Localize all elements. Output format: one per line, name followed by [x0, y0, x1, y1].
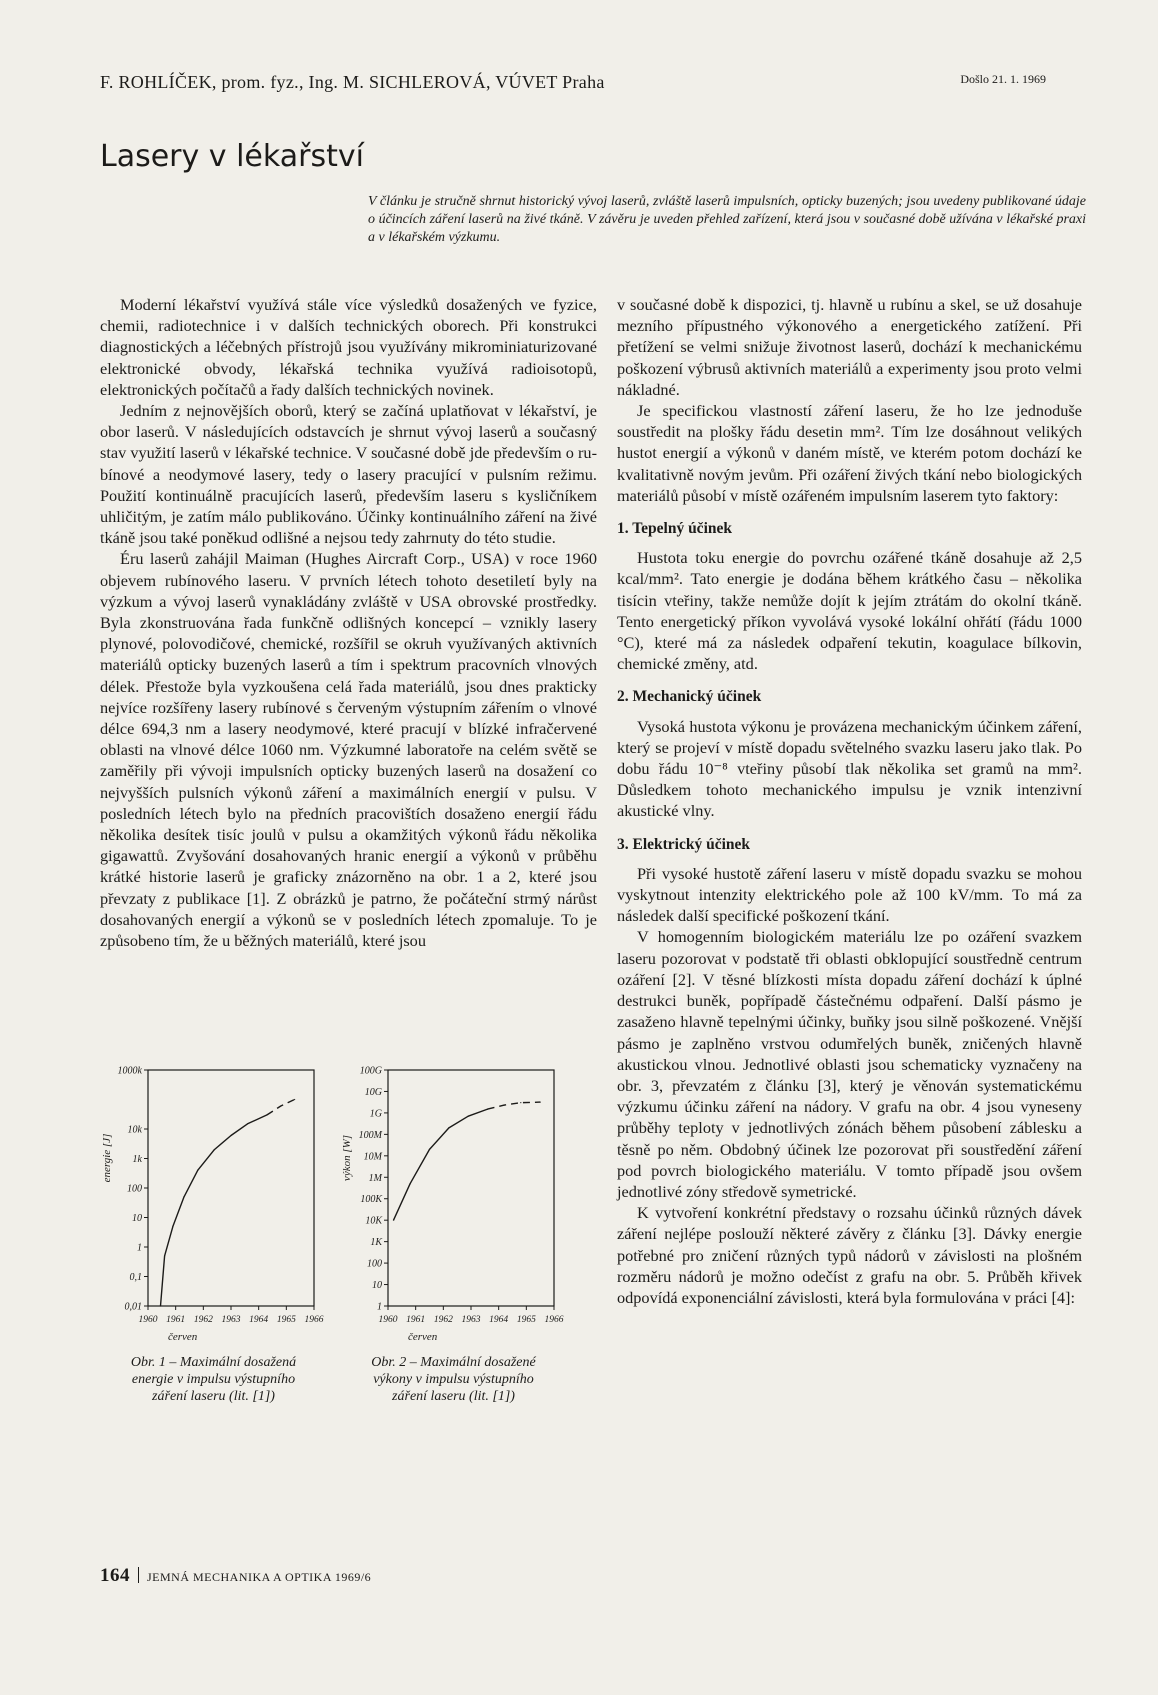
y-tick-label: 10k — [127, 1124, 142, 1136]
received-date: Došlo 21. 1. 1969 — [960, 72, 1046, 86]
extrapolated-series-line — [267, 1100, 295, 1115]
y-tick-label: 1k — [132, 1154, 142, 1165]
data-point — [280, 1105, 281, 1106]
x-tick-label: 1960 — [378, 1315, 398, 1325]
data-point — [197, 1170, 198, 1171]
plot-frame — [388, 1070, 554, 1306]
data-point — [468, 1116, 469, 1117]
data-point — [172, 1226, 173, 1227]
paragraph: V homogenním biologickém materiálu lze po ozáření svazkem laseru pozorovat v podstatě tři oblasti obklopující soustředně centrum ozáření [2]. V těsné blízkosti místa dopadu záření dochází k úplné destrukci buněk, popřípadě částečnému odpaření. Další pásmo je zasaženo hlavně tepelnými účinky, buňky jsou silně poškozené. Vnější pásmo je zaplněno vrstvou odumřelých buněk, zničených hlavně akustickou vlnou. Jednotlivé oblasti jsou schematicky vyznačeny na obr. 3, převzatém z článku [3], který je věnován systematickému výzkumu účinku záření na nádory. V grafu na obr. 4 jsou vyneseny průběhy teploty v jednotlivých zónách během působení záblesku a těsně po něm. Obdobný účinek lze pozorovat při soustředění záření pod povrch biologického materiálu. V tomto případě jsou ovšem jednotlivé zóny středově symetrické. — [617, 927, 1082, 1201]
section-heading: 1. Tepelný účinek — [617, 520, 732, 538]
x-tick-label: 1964 — [489, 1315, 509, 1325]
paragraph: v současné době k dispozici, tj. hlavně u rubínu a skel, se už dosahuje mezního přípustného výkonového a energetického zatížení. Při přetížení se velmi snižuje životnost laserů, dochází k mechanickému poškození výbrusů aktivních materiálů a experimenty jsou proto velmi nákladné. — [617, 295, 1082, 399]
x-tick-label: 1960 — [138, 1315, 158, 1325]
data-point — [429, 1149, 430, 1150]
authors: F. ROHLÍČEK, prom. fyz., Ing. M. SICHLEROVÁ, VÚVET Praha — [100, 72, 605, 92]
y-tick-label: 10G — [364, 1086, 382, 1098]
x-tick-label: 1965 — [276, 1315, 296, 1325]
y-tick-label: 100G — [359, 1065, 382, 1077]
section-heading: 3. Elektrický účinek — [617, 835, 751, 853]
paragraph: Éru laserů zahájil Maiman (Hughes Aircraft Corp., USA) v roce 1960 objevem rubínového laseru. V prvních létech tohoto desetiletí byly na výzkum a vývoj laserů vynakládány zvláště v USA obrovské prostředky. Byla zkonstruována řada funkčně odlišných koncepcí – vznikly lasery plynové, polovodičové, chemické, rozšířil se okruh využívaných aktivních materiálů opticky buzených laserů a tím i spektrum pracovních vlnových délek. Přestože byla vyzkoušena celá řada materiálů, jsou dnes prakticky nejvíce rozšířeny lasery rubínové s červeným výstupním zářením o vlnové délce 694,3 nm a lasery neodymové, které pracují v blízké infračervené oblasti na vlnové délce 1060 nm. Výzkumné laboratoře na celém světě se zaměřily při vývoji impulsních opticky buzených laserů na dosažení co nejvyšších pulsních výkonů záření a maximálních energií v pulsu. V posledních létech bylo na předních pracovištích dosaženo energií řádu několika desítek tisíc joulů v pulsu a okamžitých výkonů řádu několika gigawattů. Zvyšování dosahovaných hranic energií a výkonů v průběhu krátké historie laserů je graficky znázorněno na obr. 1 a 2, které jsou převzaty z publikace [1]. Z obrázků je patrno, že počáteční strmý nárůst dosahovaných energií a výkonů se v posledních létech zpomaluje. To je způsobeno tím, že u běžných materiálů, které jsou — [100, 549, 597, 951]
energy-chart — [96, 1048, 331, 1348]
power-chart — [336, 1048, 571, 1348]
data-point — [520, 1102, 521, 1103]
paragraph: Hustota toku energie do povrchu ozářené tkáně dosahuje až 2,5 kcal/mm². Tato energie je dodána během krátkého času – několika tisícin vteřiny, takže nemůže dojít k jejím ztrátám do okolní tkáně. Tento energetický příkon vyvolává vysoké lokální ohřátí (řádu 1000 °C), které má za následek odpaření tekutin, koagulace bílkovin, chemické změny, atd. — [617, 548, 1082, 674]
data-point — [540, 1101, 541, 1102]
x-axis-label: červen — [168, 1331, 198, 1343]
x-tick-label: 1962 — [193, 1315, 213, 1325]
series-line — [161, 1115, 268, 1306]
data-point — [448, 1127, 449, 1128]
caption-line: výkony v impulsu výstupního — [373, 1372, 534, 1387]
y-tick-label: 1 — [377, 1301, 382, 1313]
y-tick-label: 100 — [367, 1258, 382, 1270]
data-point — [230, 1135, 231, 1136]
x-axis-label: červen — [408, 1331, 438, 1343]
y-tick-label: 100M — [358, 1129, 382, 1141]
y-tick-label: 100 — [127, 1183, 142, 1195]
data-point — [393, 1220, 394, 1221]
y-tick-label: 10K — [365, 1215, 382, 1227]
data-point — [164, 1255, 165, 1256]
page-footer — [100, 1565, 371, 1587]
y-tick-label: 1G — [369, 1108, 382, 1120]
y-axis-label: energie [J] — [101, 1133, 113, 1183]
article-title: Lasery v lékařství — [100, 139, 364, 175]
y-tick-label: 1 — [137, 1242, 142, 1254]
data-point — [294, 1099, 295, 1100]
y-tick-label: 10M — [363, 1151, 382, 1163]
paragraph: Vysoká hustota výkonu je provázena mechanickým účinkem záření, který se projeví v místě dopadu světelného svazku laseru jako tlak. Po dobu řádu 10⁻⁸ vteřiny působí tlak několika set gramů na mm². Důsledkem tohoto mechanického impulsu je vznik intenzivní akustické vlny. — [617, 716, 1082, 821]
y-tick-label: 1000k — [117, 1065, 142, 1077]
y-tick-label: 100K — [360, 1194, 382, 1206]
caption-line: Obr. 1 – Maximální dosažená — [130, 1355, 297, 1370]
caption-line: záření laseru (lit. [1]) — [392, 1389, 515, 1404]
x-tick-label: 1964 — [249, 1315, 269, 1325]
data-point — [214, 1149, 215, 1150]
data-point — [410, 1183, 411, 1184]
y-tick-label: 0,01 — [124, 1301, 142, 1313]
y-tick-label: 10 — [132, 1213, 142, 1224]
section-heading: 2. Mechanický účinek — [617, 688, 762, 706]
data-point — [247, 1123, 248, 1124]
x-tick-label: 1963 — [461, 1315, 481, 1325]
abstract: V článku je stručně shrnut historický vývoj laserů, zvláště laserů impulsních, opticky buzených; jsou uvedeny publikované údaje o účincích záření laserů na živé tkáně. V závěru je uveden přehled zařízení, která jsou v současné době užívána v lékařské praxi a v lékařském výzkumu. — [368, 194, 1086, 245]
paragraph: Je specifickou vlastností záření laseru, že ho lze jednoduše soustředit na plošky řádu desetin mm². Tím lze dosáhnout velikých hustot energií a výkonů v daném místě, ve kterém potom dochází ke kvalitativně novým jevům. Při ozáření živých tkání nebo biologických materiálů působí v místě ozářeném impulsním laserem tyto faktory: — [617, 401, 1082, 505]
paragraph: Moderní lékařství využívá stále více výsledků dosažených ve fyzice, chemii, radiotechnice i v dalších technických oborech. Při konstrukci diagnostických a léčebných přístrojů jsou využívány mikrominiaturizované elektronické obvody, lékařská technika využívá radioisotopů, elektronických počítačů a řady dalších technických novinek. — [100, 295, 597, 399]
figure-1 — [96, 1048, 331, 1405]
x-tick-label: 1961 — [406, 1315, 426, 1325]
data-point — [266, 1114, 267, 1115]
series-line — [394, 1109, 488, 1220]
caption-line: záření laseru (lit. [1]) — [152, 1389, 275, 1404]
footer-divider — [138, 1567, 139, 1583]
left-column — [100, 294, 597, 951]
data-point — [160, 1305, 161, 1306]
journal-name: JEMNÁ MECHANIKA A OPTIKA 1969/6 — [147, 1570, 372, 1584]
x-tick-label: 1963 — [221, 1315, 241, 1325]
x-tick-label: 1966 — [544, 1315, 564, 1325]
y-tick-label: 10 — [372, 1280, 382, 1292]
extrapolated-series-line — [488, 1102, 541, 1109]
caption-line: energie v impulsu výstupního — [131, 1372, 296, 1387]
data-point — [487, 1109, 488, 1110]
caption-line: Obr. 2 – Maximální dosažené — [371, 1355, 536, 1370]
paragraph: Při vysoké hustotě záření laseru v místě dopadu svazku se mohou vyskytnout intenzity elektrického pole až 100 kV/mm. To má za následek další specifické poškození tkání. — [617, 863, 1082, 926]
plot-frame — [148, 1070, 314, 1306]
figure-1-caption — [96, 1354, 331, 1405]
data-point — [504, 1105, 505, 1106]
right-column — [617, 294, 1082, 1308]
y-axis-label: výkon [W] — [341, 1134, 353, 1182]
paragraph: K vytvoření konkrétní představy o rozsahu účinků různých dávek záření nejlépe poslouží některé závěry z článku [3]. Dávky energie potřebné pro zničení různých typů nádorů v závislosti na plošném rozměru nádorů je možno odečíst z grafu na obr. 5. Průběh křivek odpovídá exponenciální závislosti, která byla formulována v práci [4]: — [617, 1203, 1082, 1307]
x-tick-label: 1966 — [304, 1315, 324, 1325]
paragraph: Jedním z nejnovějších oborů, který se začíná uplatňovat v lékařství, je obor laserů. V následujících odstavcích je shrnut vývoj laserů a současný stav využití laserů v lékařské technice. V současné době jde především o rubínové a neodymové lasery, tedy o lasery pracující v pulsním režimu. Použití kontinuálně pracujících laserů, především laseru s kysličníkem uhličitým, je zatím málo publikováno. Účinky kontinuálního záření na živé tkáně jsou také poněkud odlišné a nejsou tedy zahrnuty do této studie. — [100, 401, 597, 548]
x-tick-label: 1962 — [433, 1315, 453, 1325]
y-tick-label: 1M — [368, 1172, 382, 1184]
figure-2-caption — [336, 1354, 571, 1405]
data-point — [183, 1196, 184, 1197]
x-tick-label: 1961 — [166, 1315, 186, 1325]
page-number: 164 — [100, 1565, 130, 1586]
y-tick-label: 1K — [370, 1237, 382, 1249]
x-tick-label: 1965 — [516, 1315, 536, 1325]
figure-2 — [336, 1048, 571, 1405]
y-tick-label: 0,1 — [129, 1272, 142, 1283]
